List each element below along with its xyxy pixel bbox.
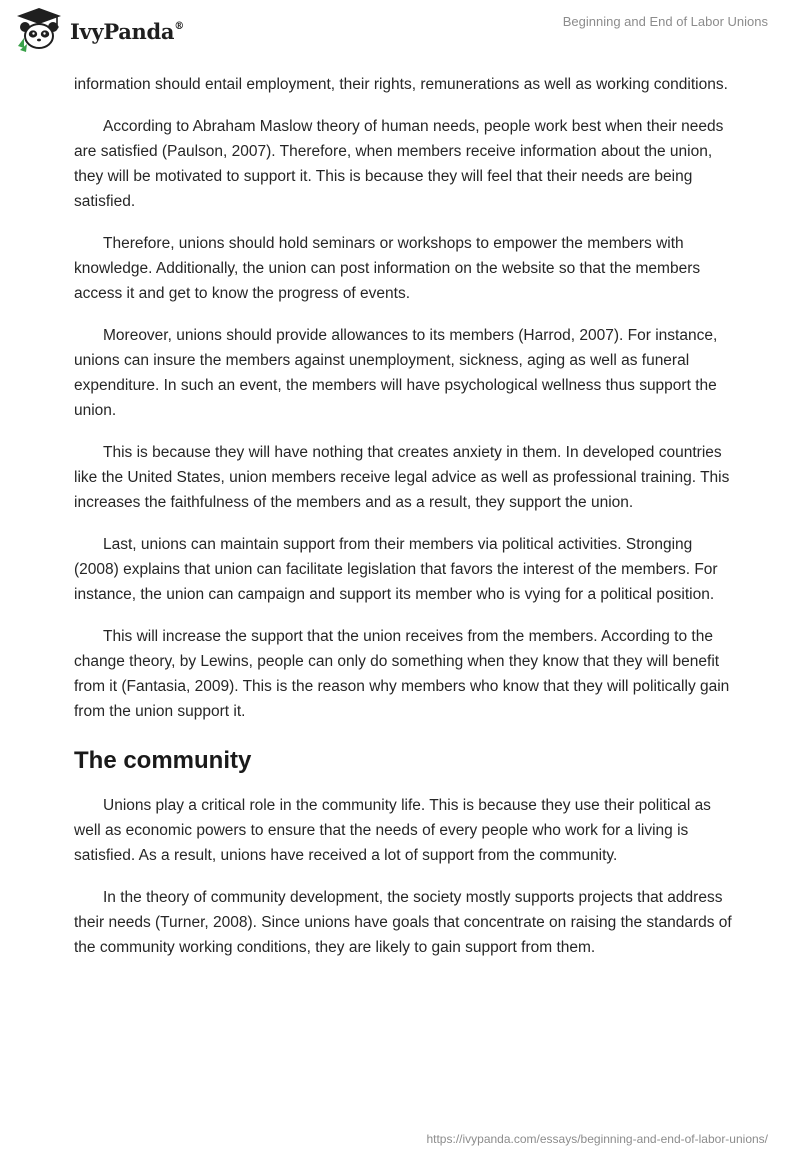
page-header <box>0 0 800 70</box>
brand-logo[interactable] <box>14 6 184 52</box>
paragraph: In the theory of community development, the society mostly supports projects that address their needs (Turner, 2008). Since unions have goals that concentrate on raising the standards of the community working conditions, they are likely to gain support from them. <box>74 889 732 956</box>
paragraph: According to Abraham Maslow theory of human needs, people work best when their needs are satisfied (Paulson, 2007). Therefore, when members receive information about the union, they will be motivated to support it. This is because they will feel that their needs are being satisfied. <box>74 118 724 210</box>
paragraph: information should entail employment, their rights, remunerations as well as working conditions. <box>74 76 728 93</box>
paragraph: This will increase the support that the union receives from the members. According to the change theory, by Lewins, people can only do something when they know that they will benefit from it (Fantasia, 2009). This is the reason why members who know that they will politically gain from the union support it. <box>74 628 730 720</box>
panda-graduate-icon <box>14 6 64 52</box>
brand-name: IvyPanda® <box>70 18 184 44</box>
paragraph: Therefore, unions should hold seminars or workshops to empower the members with knowledge. Additionally, the union can post information on the website so that the members access it and get to know the progress of events. <box>74 235 701 302</box>
paragraph: Moreover, unions should provide allowances to its members (Harrod, 2007). For instance, unions can insure the members against unemployment, sickness, aging as well as funeral expenditure. In such an event, the members will have psychological wellness thus support the union. <box>74 327 718 419</box>
source-url[interactable]: https://ivypanda.com/essays/beginning-and-end-of-labor-unions/ <box>426 1132 768 1146</box>
essay-body <box>74 72 734 977</box>
paragraph: Unions play a critical role in the community life. This is because they use their political as well as economic powers to ensure that the needs of every people who work for a living is satisfied. As a result, unions have received a lot of support from the community. <box>74 797 711 864</box>
document-title: Beginning and End of Labor Unions <box>562 14 768 29</box>
section-heading-community: The community <box>74 747 252 774</box>
paragraph: This is because they will have nothing that creates anxiety in them. In developed countries like the United States, union members receive legal advice as well as professional training. This increases the faithfulness of the members and as a result, they support the union. <box>74 444 730 511</box>
paragraph: Last, unions can maintain support from their members via political activities. Stronging (2008) explains that union can facilitate legislation that favors the interest of the members. For instance, the union can campaign and support its member who is vying for a political position. <box>74 536 718 603</box>
